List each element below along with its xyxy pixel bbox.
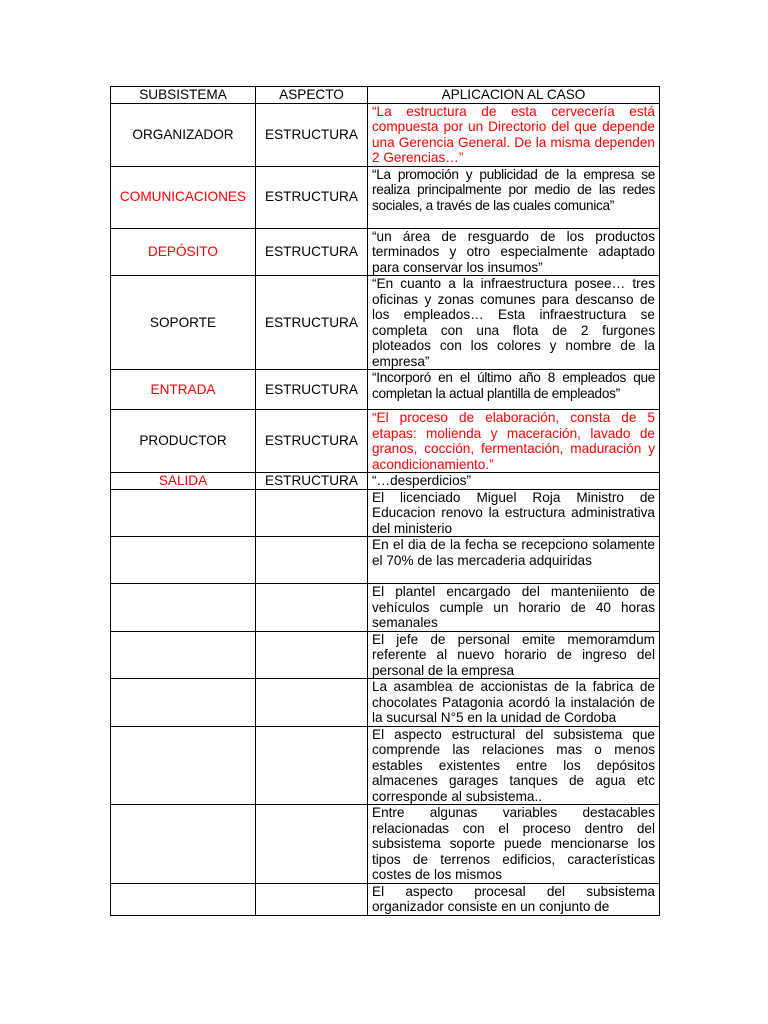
- aplicacion-cell: “un área de resguardo de los productos terminados y otro especialmente adaptado para conservar los insumos”: [368, 228, 660, 276]
- aspecto-cell: ESTRUCTURA: [256, 276, 368, 370]
- aspecto-cell: ESTRUCTURA: [256, 228, 368, 276]
- aspecto-cell: ESTRUCTURA: [256, 103, 368, 166]
- subsistema-cell: [111, 679, 256, 727]
- aplicacion-cell: El aspecto procesal del subsistema organizador consiste en un conjunto de: [368, 883, 660, 915]
- aspecto-cell: ESTRUCTURA: [256, 370, 368, 410]
- table-row: [111, 537, 660, 584]
- aspecto-cell: [256, 631, 368, 679]
- aplicacion-cell: El licenciado Miguel Roja Ministro de Educacion renovo la estructura administrativa del ministerio: [368, 489, 660, 537]
- aspecto-cell: [256, 489, 368, 537]
- aspecto-cell: ESTRUCTURA: [256, 166, 368, 228]
- table-row: [111, 584, 660, 632]
- subsistema-cell: ENTRADA: [111, 370, 256, 410]
- subsistema-cell: [111, 805, 256, 884]
- subsistema-cell: [111, 631, 256, 679]
- aspecto-cell: [256, 805, 368, 884]
- aplicacion-cell: “La estructura de esta cervecería está compuesta por un Directorio del que depende una Gerencia General. De la misma dependen 2 Gerencias…”: [368, 103, 660, 166]
- aplicacion-cell: El jefe de personal emite memoramdum referente al nuevo horario de ingreso del personal de la empresa: [368, 631, 660, 679]
- table-row: [111, 410, 660, 473]
- table-row: [111, 679, 660, 727]
- aplicacion-cell: “Incorporó en el último año 8 empleados que completan la actual plantilla de empleados”: [368, 370, 660, 410]
- table-row: [111, 370, 660, 410]
- subsistema-cell: ORGANIZADOR: [111, 103, 256, 166]
- subsistema-cell: [111, 537, 256, 584]
- aplicacion-cell: En el dia de la fecha se recepciono solamente el 70% de las mercaderia adquiridas: [368, 537, 660, 584]
- aplicacion-cell: El plantel encargado del manteniiento de vehículos cumple un horario de 40 horas semanales: [368, 584, 660, 632]
- table-row: [111, 726, 660, 805]
- subsistema-cell: [111, 883, 256, 915]
- table-row: [111, 631, 660, 679]
- aplicacion-cell: Entre algunas variables destacables relacionadas con el proceso dentro del subsistema soporte puede mencionarse los tipos de terrenos edificios, características costes de los mismos: [368, 805, 660, 884]
- subsistema-cell: COMUNICACIONES: [111, 166, 256, 228]
- table-row: [111, 473, 660, 490]
- aspecto-cell: [256, 679, 368, 727]
- aspecto-cell: ESTRUCTURA: [256, 473, 368, 490]
- aspecto-cell: [256, 726, 368, 805]
- aspecto-cell: [256, 537, 368, 584]
- aspecto-cell: [256, 584, 368, 632]
- aspecto-cell: [256, 883, 368, 915]
- table-row: [111, 166, 660, 228]
- aplicacion-cell: “El proceso de elaboración, consta de 5 etapas: molienda y maceración, lavado de granos, cocción, fermentación, maduración y acondicionamiento.”: [368, 410, 660, 473]
- header-aspecto: ASPECTO: [256, 87, 368, 104]
- subsistema-cell: [111, 584, 256, 632]
- aplicacion-cell: La asamblea de accionistas de la fabrica de chocolates Patagonia acordó la instalación de la sucursal N°5 en la unidad de Cordoba: [368, 679, 660, 727]
- table-row: [111, 276, 660, 370]
- table-row: [111, 228, 660, 276]
- header-row: [111, 87, 660, 104]
- aplicacion-cell: “En cuanto a la infraestructura posee… tres oficinas y zonas comunes para descanso de los empleados… Esta infraestructura se completa con una flota de 2 furgones ploteados con los colores y nombre de la empresa”: [368, 276, 660, 370]
- header-aplicacion: APLICACION AL CASO: [368, 87, 660, 104]
- aplicacion-cell: El aspecto estructural del subsistema que comprende las relaciones mas o menos estables existentes entre los depósitos almacenes garages tanques de agua etc corresponde al subsistema..: [368, 726, 660, 805]
- table-row: [111, 805, 660, 884]
- aspecto-cell: ESTRUCTURA: [256, 410, 368, 473]
- subsistema-cell: PRODUCTOR: [111, 410, 256, 473]
- aplicacion-cell: “La promoción y publicidad de la empresa se realiza principalmente por medio de las redes sociales, a través de las cuales comunica”: [368, 166, 660, 228]
- table-row: [111, 489, 660, 537]
- table-row: [111, 103, 660, 166]
- aplicacion-cell: “…desperdicios”: [368, 473, 660, 490]
- subsistema-cell: [111, 489, 256, 537]
- subsistema-cell: SOPORTE: [111, 276, 256, 370]
- subsystem-table: [110, 86, 660, 916]
- subsistema-cell: [111, 726, 256, 805]
- header-subsistema: SUBSISTEMA: [111, 87, 256, 104]
- subsistema-cell: DEPÓSITO: [111, 228, 256, 276]
- subsistema-cell: SALIDA: [111, 473, 256, 490]
- table-row: [111, 883, 660, 915]
